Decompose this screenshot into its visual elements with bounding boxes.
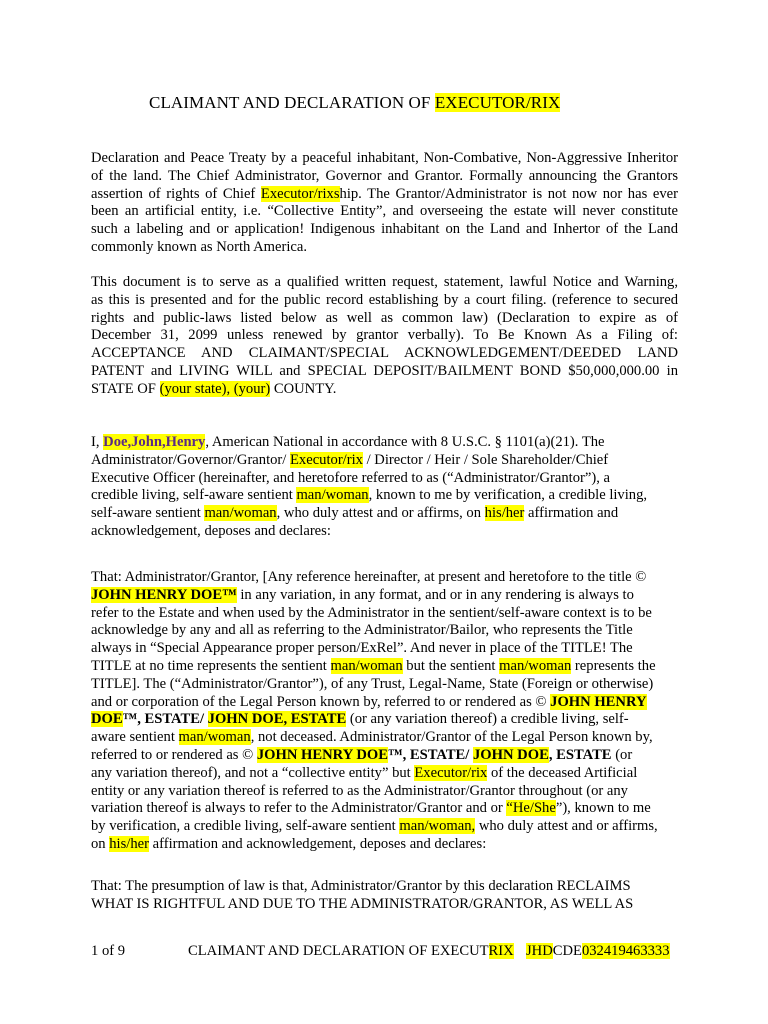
text-line: aware sentient man/woman, not deceased. Administrator/Grantor of the Legal Person known by,	[91, 729, 653, 746]
text-line: acknowledge by any and all as referring to the Administrator/Bailor, who represents the Title	[91, 622, 633, 639]
text-line: Administrator/Governor/Grantor/ Executor/rix / Director / Heir / Sole Shareholder/Chief	[91, 451, 609, 468]
highlight-title-name: JOHN HENRY	[550, 693, 647, 710]
text-line: WHAT IS RIGHTFUL AND DUE TO THE ADMINISTRATOR/GRANTOR, AS WELL AS	[91, 895, 634, 912]
text-line: of the land. The Chief Administrator, Governor and Grantor. Formally announcing the Grantors	[91, 167, 678, 184]
text-line: rights and public-laws listed below as well as common law) (Declaration to expire as of	[91, 309, 678, 326]
text-line: any variation thereof), and not a “collective entity” but Executor/rix of the deceased Artificial	[91, 764, 638, 781]
highlight-title-name: JOHN HENRY DOE™	[91, 586, 237, 603]
highlight-executor: Executor/rix	[290, 451, 363, 468]
text-line: Executive Officer (hereinafter, and heretofore referred to as (“Administrator/Grantor”), a	[91, 469, 610, 486]
text-line: and or corporation of the Legal Person known by, referred to or rendered as © JOHN HENRY	[91, 693, 647, 710]
highlight-gender: man/woman	[330, 657, 403, 674]
highlight-gender: man/woman	[204, 505, 277, 522]
footer-code: JHDCDE032419463333	[526, 943, 670, 959]
text-line: variation thereof is always to refer to the Administrator/Grantor and or “He/She”), known to me	[91, 800, 651, 817]
highlight-title-name: DOE	[91, 711, 123, 728]
text-line: December 31, 2099 unless renewed by grantor verbally). To Be Known As a Filing of:	[91, 327, 678, 344]
highlight-state-county: (your state), (your)	[159, 380, 271, 397]
text-line: TITLE]. The (“Administrator/Grantor”), of any Trust, Legal-Name, State (Foreign or otherwise)	[91, 675, 654, 692]
text-line: Declaration and Peace Treaty by a peaceful inhabitant, Non-Combative, Non-Aggressive Inheritor	[91, 150, 678, 166]
highlight-gender: man/woman,	[399, 818, 476, 835]
text-line: TITLE at no time represents the sentient man/woman but the sentient man/woman represents the	[91, 657, 656, 674]
text-line: This document is to serve as a qualified written request, statement, lawful Notice and Warning,	[91, 274, 678, 290]
text-line: refer to the Estate and when used by the Administrator in the sentient/self-aware context is to be	[91, 604, 652, 621]
paragraph-declaration	[91, 150, 678, 257]
text-line: That: The presumption of law is that, Administrator/Grantor by this declaration RECLAIMS	[91, 878, 631, 894]
text-line: such a labeling and or application! Indigenous inhabitant on the Land and Inhertor of the Land	[91, 221, 678, 238]
text-line: by verification, a credible living, self-aware sentient man/woman, who duly attest and or affirms,	[91, 818, 658, 835]
highlight-pronoun: his/her	[109, 835, 149, 852]
text-line: been an artificial entity, i.e. “Collective Entity”, and overseeing the estate will never constitute	[91, 203, 678, 220]
text-line: commonly known as North America.	[91, 238, 308, 255]
text-line: I, Doe,John,Henry, American National in accordance with 8 U.S.C. § 1101(a)(21). The	[91, 434, 605, 450]
document-title	[149, 93, 560, 113]
text-line: That: Administrator/Grantor, [Any reference hereinafter, at present and heretofore to the title ©	[91, 569, 647, 585]
title-text: CLAIMANT AND DECLARATION OF	[149, 93, 435, 112]
paragraph-presumption	[91, 878, 678, 914]
highlight-estate-name: JOHN DOE	[473, 746, 549, 763]
footer-code-highlight: JHD	[526, 943, 553, 959]
paragraph-purpose	[91, 274, 678, 399]
text-line: credible living, self-aware sentient man/woman, known to me by verification, a credible living,	[91, 487, 648, 504]
text-line: as this is presented and for the public record establishing by a court filing. (reference to secured	[91, 291, 678, 308]
text-line: entity or any variation thereof is referred to as the Administrator/Grantor throughout (or any	[91, 782, 628, 799]
highlight-estate-name: JOHN DOE, ESTATE	[207, 711, 347, 728]
text-line: self-aware sentient man/woman, who duly attest and or affirms, on his/her affirmation and	[91, 505, 619, 522]
text-line: ACCEPTANCE AND CLAIMANT/SPECIAL ACKNOWLEDGEMENT/DEEDED LAND	[91, 345, 678, 362]
footer-code-number: 032419463333	[581, 943, 670, 959]
text-line: on his/her affirmation and acknowledgement, deposes and declares:	[91, 835, 487, 852]
text-line: JOHN HENRY DOE™ in any variation, in any format, and or in any rendering is always to	[91, 586, 634, 603]
footer-title-highlight: RIX	[488, 943, 514, 959]
title-highlight: EXECUTOR/RIX	[434, 93, 561, 112]
text-line: PATENT and LIVING WILL and SPECIAL DEPOSIT/BAILMENT BOND $50,000,000.00 in	[91, 362, 678, 379]
paragraph-that-administrator	[91, 569, 678, 854]
highlight-executor: Executor/rixs	[260, 185, 340, 202]
highlight-title-name: JOHN HENRY DOE	[256, 746, 388, 763]
highlight-executor: Executor/rix	[414, 764, 488, 781]
highlight-name: Doe,John,Henry	[103, 434, 206, 450]
highlight-pronoun: his/her	[484, 505, 525, 522]
text-line: referred to or rendered as © JOHN HENRY DOE™, ESTATE/ JOHN DOE, ESTATE (or	[91, 746, 633, 763]
paragraph-identity	[91, 434, 678, 541]
highlight-pronoun: “He/She	[506, 800, 556, 817]
highlight-gender: man/woman	[178, 729, 251, 746]
footer-title: CLAIMANT AND DECLARATION OF EXECUTRIX	[188, 943, 514, 959]
highlight-gender: man/woman	[296, 487, 369, 504]
text-line: assertion of rights of Chief Executor/rixship. The Grantor/Administrator is not now nor has ever	[91, 185, 678, 202]
text-line: STATE OF (your state), (your) COUNTY.	[91, 380, 337, 397]
highlight-gender: man/woman	[499, 657, 572, 674]
text-line: always in “Special Appearance proper person/ExRel”. And never in place of the TITLE! The	[91, 640, 633, 657]
text-line: DOE™, ESTATE/ JOHN DOE, ESTATE (or any variation thereof) a credible living, self-	[91, 711, 629, 728]
text-line: acknowledgement, deposes and declares:	[91, 522, 331, 539]
footer-page-number: 1 of 9	[91, 943, 126, 959]
